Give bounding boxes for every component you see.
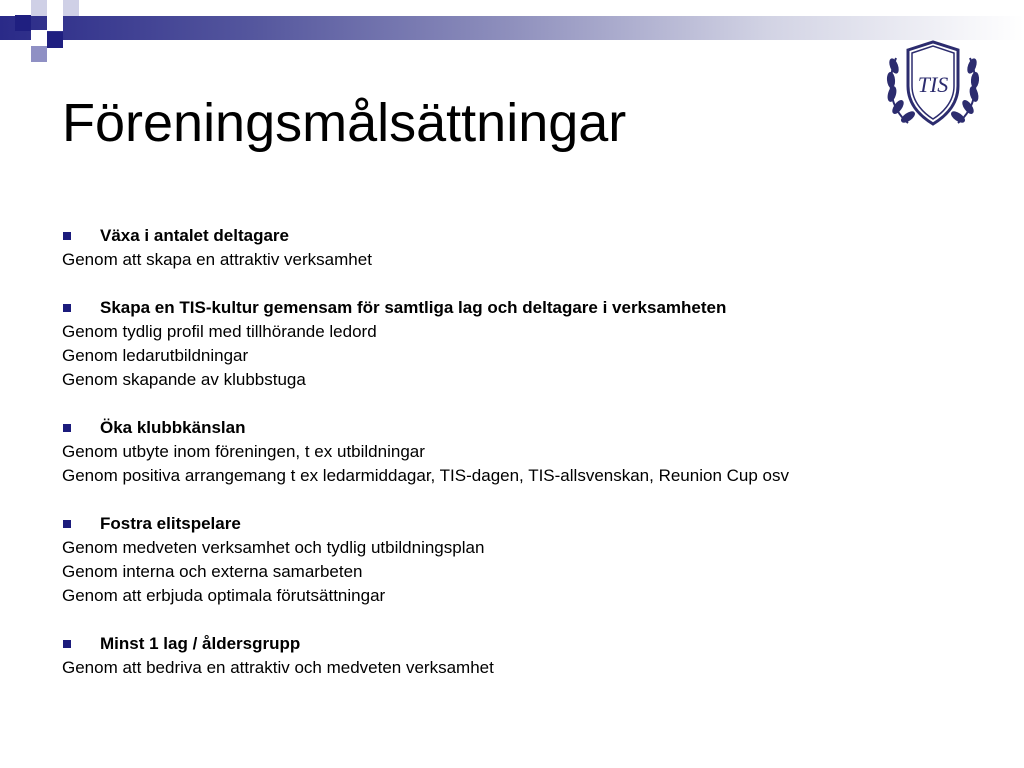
goal-section xyxy=(62,416,962,488)
goal-heading xyxy=(62,296,962,320)
goal-heading-text: Växa i antalet deltagare xyxy=(100,226,289,245)
goal-section xyxy=(62,296,962,392)
goal-heading-text: Fostra elitspelare xyxy=(100,514,241,533)
goal-section xyxy=(62,224,962,272)
decor-square xyxy=(47,32,63,48)
bullet-icon xyxy=(63,232,71,240)
goal-heading xyxy=(62,416,962,440)
goal-line: Genom skapande av klubbstuga xyxy=(62,370,306,389)
crest-logo xyxy=(878,28,988,138)
goal-line: Genom interna och externa samarbeten xyxy=(62,562,363,581)
decor-square xyxy=(47,15,63,31)
bullet-icon xyxy=(63,304,71,312)
goal-line: Genom att bedriva en attraktiv och medveten verksamhet xyxy=(62,658,494,677)
goal-section xyxy=(62,512,962,608)
decor-square xyxy=(15,15,31,31)
goal-section xyxy=(62,632,962,680)
crest-logo-text: TIS xyxy=(917,72,949,97)
bullet-icon xyxy=(63,424,71,432)
decor-square xyxy=(31,0,47,16)
goal-heading-text: Öka klubbkänslan xyxy=(100,418,246,437)
goal-line: Genom tydlig profil med tillhörande ledord xyxy=(62,322,377,341)
decorative-top-bar xyxy=(0,16,1024,40)
goal-heading-text: Minst 1 lag / åldersgrupp xyxy=(100,634,301,653)
goal-line: Genom positiva arrangemang t ex ledarmiddagar, TIS-dagen, TIS-allsvenskan, Reunion Cup osv xyxy=(62,466,789,485)
goal-heading xyxy=(62,632,962,656)
goal-line: Genom medveten verksamhet och tydlig utbildningsplan xyxy=(62,538,485,557)
goal-line: Genom utbyte inom föreningen, t ex utbildningar xyxy=(62,442,425,461)
bullet-icon xyxy=(63,640,71,648)
goal-line: Genom att erbjuda optimala förutsättningar xyxy=(62,586,386,605)
slide-title: Föreningsmålsättningar xyxy=(62,93,627,153)
goals-list xyxy=(62,224,962,704)
goal-line: Genom att skapa en attraktiv verksamhet xyxy=(62,250,372,269)
decor-square xyxy=(31,46,47,62)
goal-heading xyxy=(62,224,962,248)
decor-square xyxy=(31,30,47,46)
decor-square xyxy=(0,0,16,16)
decor-square xyxy=(63,0,79,16)
goal-line: Genom ledarutbildningar xyxy=(62,346,249,365)
bullet-icon xyxy=(63,520,71,528)
goal-heading xyxy=(62,512,962,536)
goal-heading-text: Skapa en TIS-kultur gemensam för samtliga lag och deltagare i verksamheten xyxy=(100,298,727,317)
